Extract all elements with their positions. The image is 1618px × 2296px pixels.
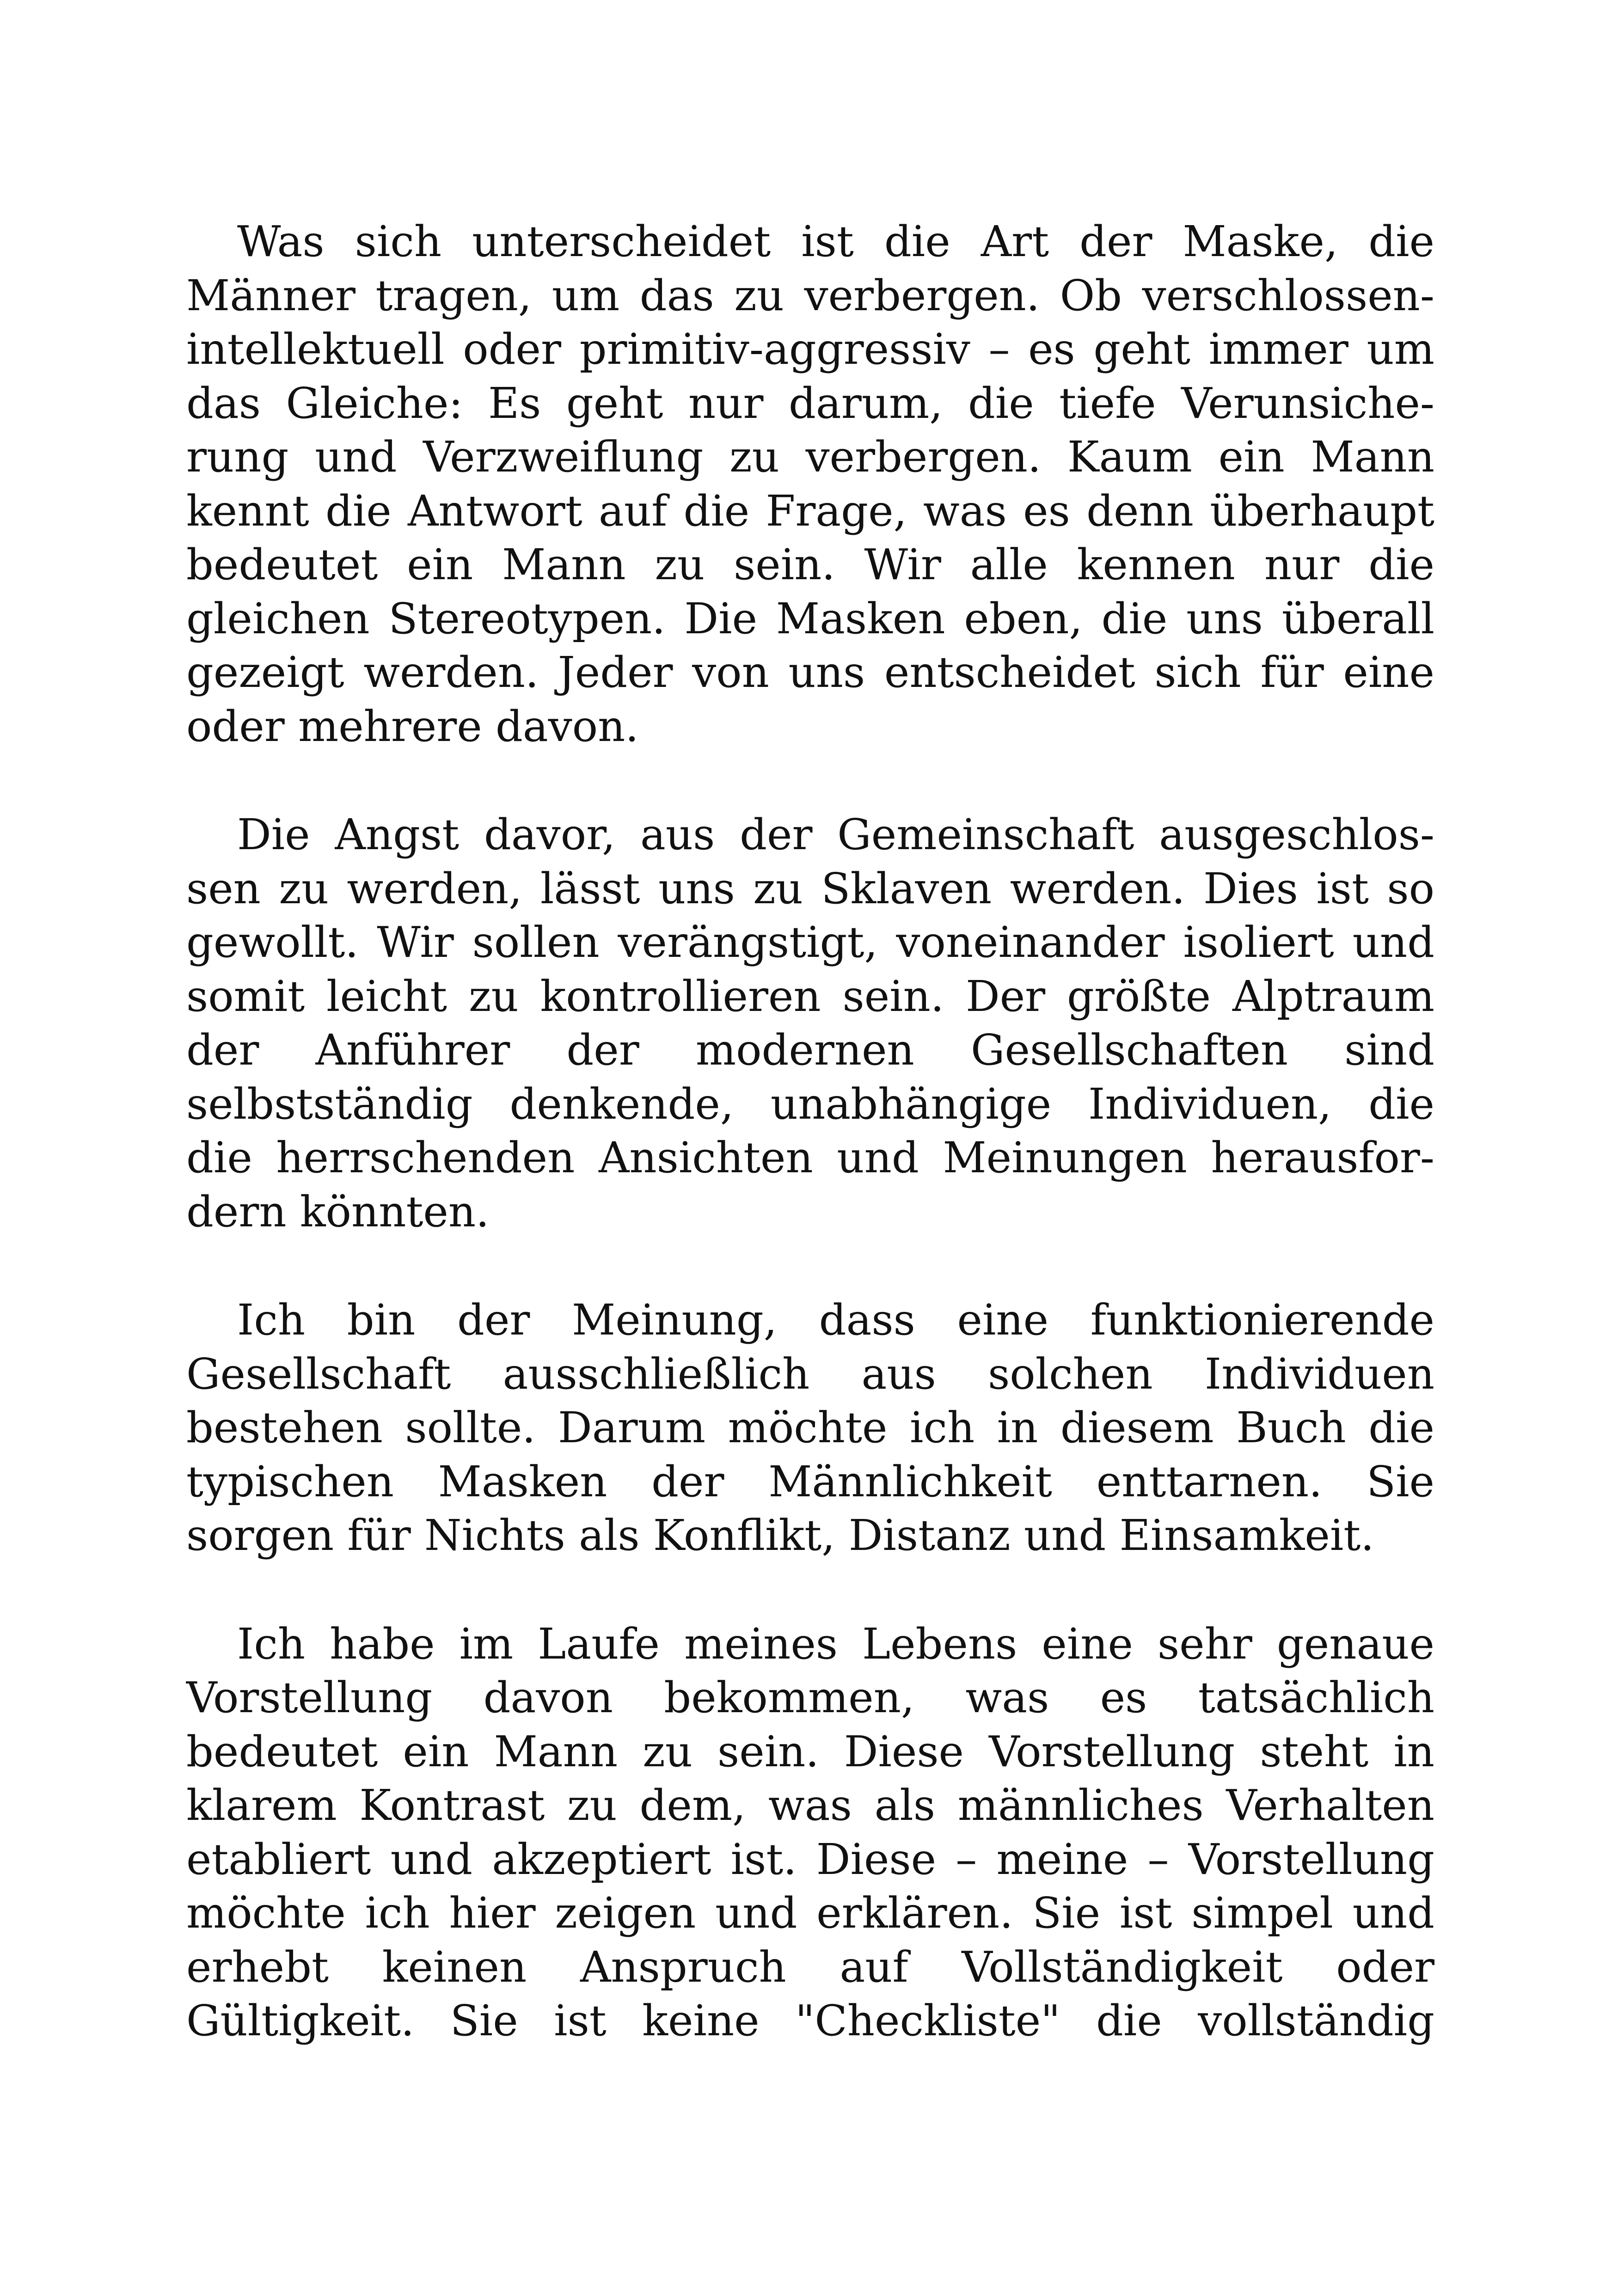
paragraph-spacer [186, 753, 1434, 808]
text-line: Was sich unterscheidet ist die Art der Maske, die [237, 217, 1434, 266]
text-line: Männer tragen, um das zu verbergen. Ob verschlossen- [186, 270, 1434, 320]
paragraph-spacer [186, 1563, 1434, 1617]
text-line: möchte ich hier zeigen und erklären. Sie ist simpel und [186, 1888, 1434, 1938]
paragraph-4 [186, 1617, 1434, 2048]
text-line: Gesellschaft ausschließlich aus solchen Individuen [186, 1349, 1434, 1399]
paragraph-2 [186, 808, 1434, 1239]
paragraph-3 [186, 1293, 1434, 1563]
text-line: klarem Kontrast zu dem, was als männliches Verhalten [186, 1781, 1434, 1830]
text-line: Vorstellung davon bekommen, was es tatsächlich [186, 1673, 1434, 1722]
text-line: somit leicht zu kontrollieren sein. Der größte Alptraum [186, 971, 1434, 1021]
text-line: Ich bin der Meinung, dass eine funktionierende [237, 1295, 1434, 1345]
text-line: intellektuell oder primitiv-aggressiv – es geht immer um [186, 325, 1434, 374]
text-line: bedeutet ein Mann zu sein. Diese Vorstellung steht in [186, 1727, 1434, 1776]
text-line: bedeutet ein Mann zu sein. Wir alle kennen nur die [186, 540, 1434, 589]
text-line: gleichen Stereotypen. Die Masken eben, die uns überall [186, 594, 1434, 643]
paragraph-1 [186, 215, 1434, 753]
text-line: gezeigt werden. Jeder von uns entscheidet sich für eine [186, 648, 1434, 697]
page-body [186, 215, 1434, 2048]
text-line: rung und Verzweiflung zu verbergen. Kaum ein Mann [186, 432, 1434, 482]
text-line: der Anführer der modernen Gesellschaften sind [186, 1025, 1434, 1075]
text-line: die herrschenden Ansichten und Meinungen herausfor- [186, 1133, 1434, 1182]
text-line: sorgen für Nichts als Konflikt, Distanz und Einsamkeit. [186, 1511, 1374, 1560]
text-line: oder mehrere davon. [186, 701, 639, 751]
text-line: dern könnten. [186, 1187, 490, 1237]
text-line: erhebt keinen Anspruch auf Vollständigkeit oder [186, 1942, 1434, 1992]
text-line: etabliert und akzeptiert ist. Diese – meine – Vorstellung [186, 1834, 1434, 1884]
text-line: Gültigkeit. Sie ist keine "Checkliste" die vollständig [186, 1996, 1434, 2045]
text-line: gewollt. Wir sollen verängstigt, voneinander isoliert und [186, 918, 1434, 967]
text-line: das Gleiche: Es geht nur darum, die tiefe Verunsiche- [186, 378, 1434, 428]
text-line: Die Angst davor, aus der Gemeinschaft ausgeschlos- [237, 810, 1434, 859]
text-line: selbstständig denkende, unabhängige Individuen, die [186, 1079, 1434, 1129]
text-line: Ich habe im Laufe meines Lebens eine sehr genaue [237, 1619, 1434, 1669]
paragraph-spacer [186, 1239, 1434, 1293]
text-line: sen zu werden, lässt uns zu Sklaven werden. Dies ist so [186, 863, 1434, 913]
text-line: kennt die Antwort auf die Frage, was es denn überhaupt [186, 486, 1434, 536]
text-line: typischen Masken der Männlichkeit enttarnen. Sie [186, 1457, 1434, 1506]
text-line: bestehen sollte. Darum möchte ich in diesem Buch die [186, 1403, 1434, 1452]
